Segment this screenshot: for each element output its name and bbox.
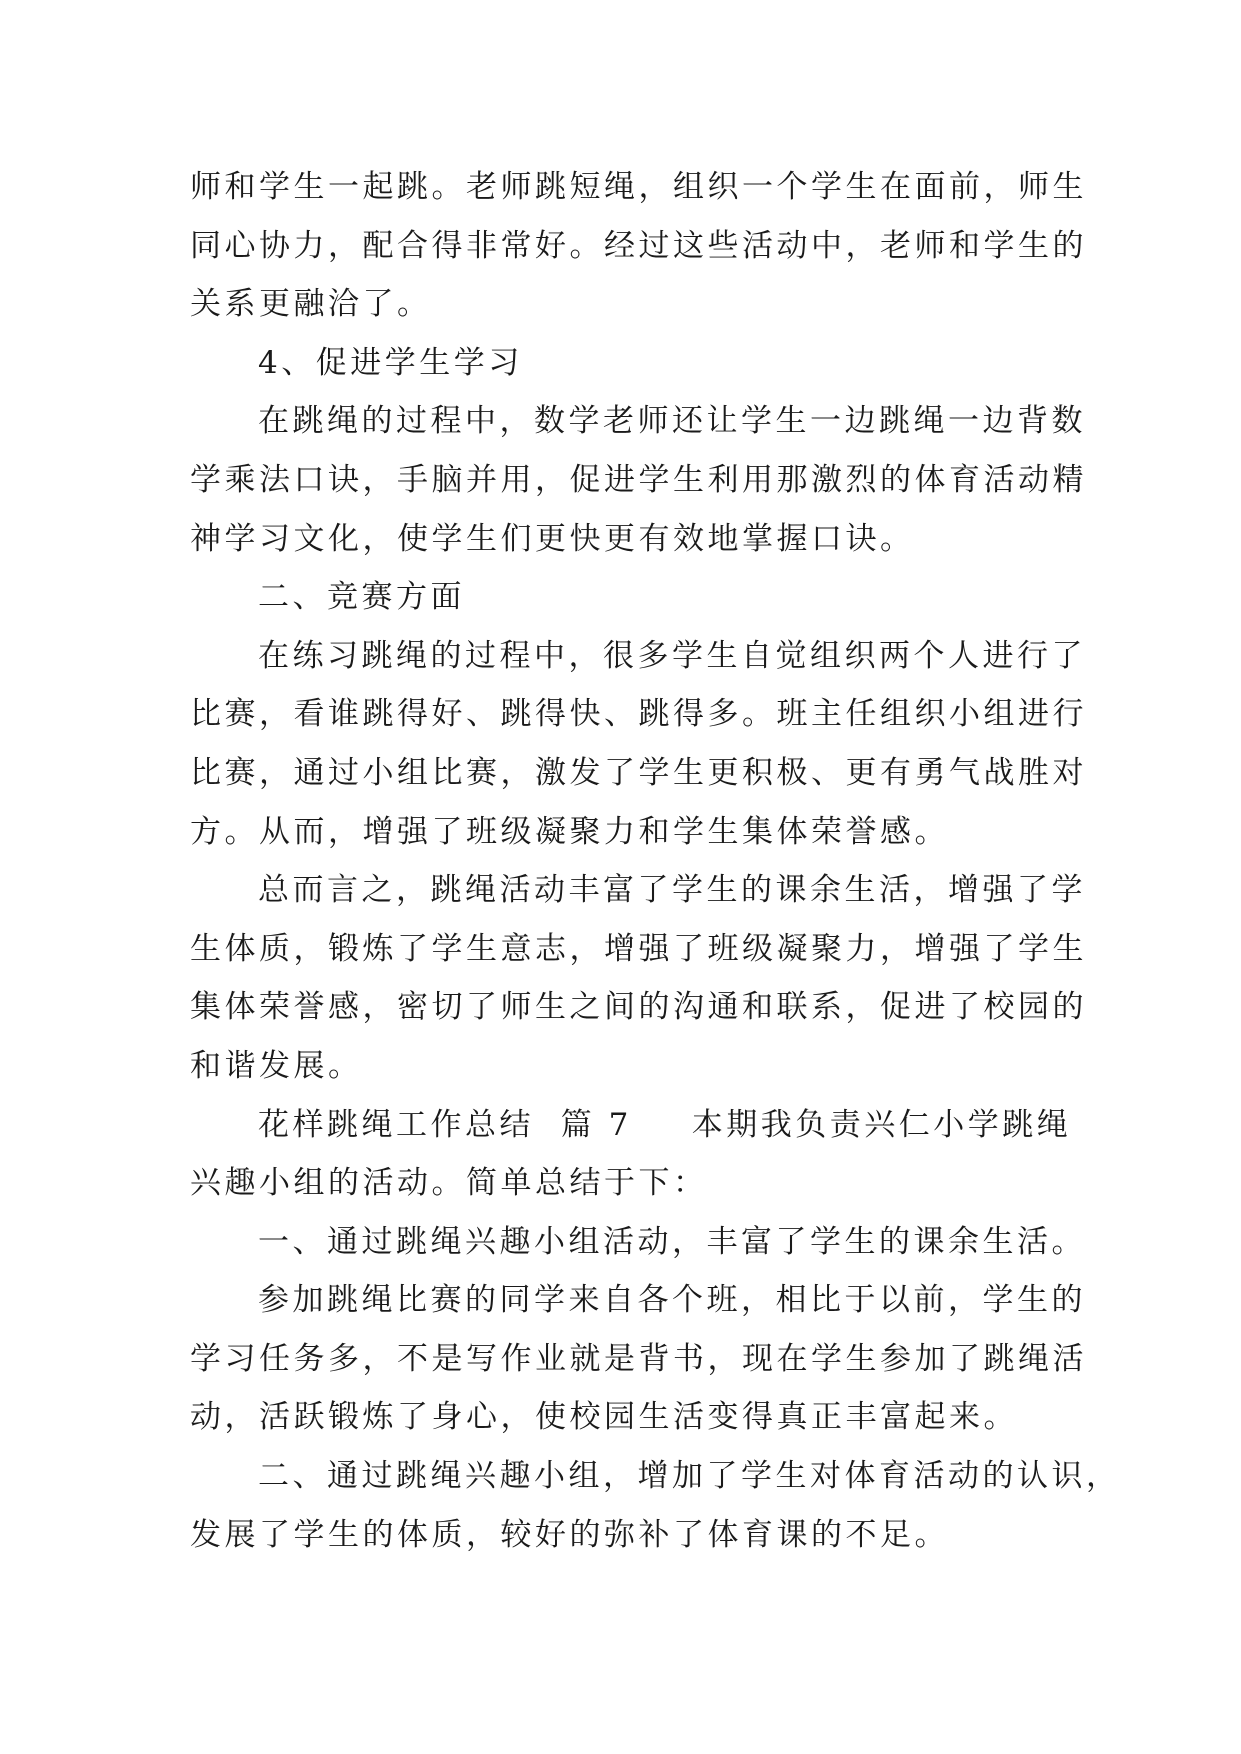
document-body (190, 158, 1121, 1564)
text-line: 在跳绳的过程中，数学老师还让学生一边跳绳一边背数 (258, 403, 1086, 440)
text-line: 关系更融洽了。 (190, 286, 432, 323)
text-line: 和谐发展。 (190, 1047, 363, 1084)
text-line: 学习任务多，不是写作业就是背书，现在学生参加了跳绳活 (190, 1340, 1087, 1377)
text-line: 动，活跃锻炼了身心，使校园生活变得真正丰富起来。 (190, 1399, 1018, 1436)
text-line: 集体荣誉感，密切了师生之间的沟通和联系，促进了校园的 (190, 989, 1087, 1026)
text-line: 兴趣小组的活动。简单总结于下： (190, 1165, 708, 1202)
text-line: 一、通过跳绳兴趣小组活动，丰富了学生的课余生活。 (258, 1223, 1086, 1260)
text-line: 比赛，看谁跳得好、跳得快、跳得多。班主任组织小组进行 (190, 696, 1087, 733)
text-line: 方。从而，增强了班级凝聚力和学生集体荣誉感。 (190, 813, 949, 850)
text-line: 生体质，锻炼了学生意志，增强了班级凝聚力，增强了学生 (190, 930, 1087, 967)
text-line: 师和学生一起跳。老师跳短绳，组织一个学生在面前，师生 (190, 169, 1087, 205)
article-intro-text: 本期我负责兴仁小学跳绳 (691, 1106, 1072, 1143)
section-heading-4: 4、促进学生学习 (258, 344, 523, 381)
text-line: 比赛，通过小组比赛，激发了学生更积极、更有勇气战胜对 (190, 754, 1087, 791)
text-line: 发展了学生的体质，较好的弥补了体育课的不足。 (190, 1516, 949, 1553)
article-title: 花样跳绳工作总结 (258, 1106, 534, 1143)
text-line: 同心协力，配合得非常好。经过这些活动中，老师和学生的 (190, 227, 1087, 264)
text-line: 二、通过跳绳兴趣小组，增加了学生对体育活动的认识， (258, 1458, 1121, 1495)
section-heading-competition: 二、竞赛方面 (258, 579, 465, 616)
text-line: 学乘法口诀，手脑并用，促进学生利用那激烈的体育活动精 (190, 461, 1087, 498)
text-line: 在练习跳绳的过程中，很多学生自觉组织两个人进行了 (258, 637, 1086, 674)
article-part-number: 篇 7 (560, 1106, 632, 1143)
article-heading-line (190, 1096, 1072, 1155)
text-line: 参加跳绳比赛的同学来自各个班，相比于以前，学生的 (258, 1282, 1086, 1319)
text-line: 神学习文化，使学生们更快更有效地掌握口诀。 (190, 520, 915, 557)
text-line: 总而言之，跳绳活动丰富了学生的课余生活，增强了学 (258, 872, 1086, 909)
